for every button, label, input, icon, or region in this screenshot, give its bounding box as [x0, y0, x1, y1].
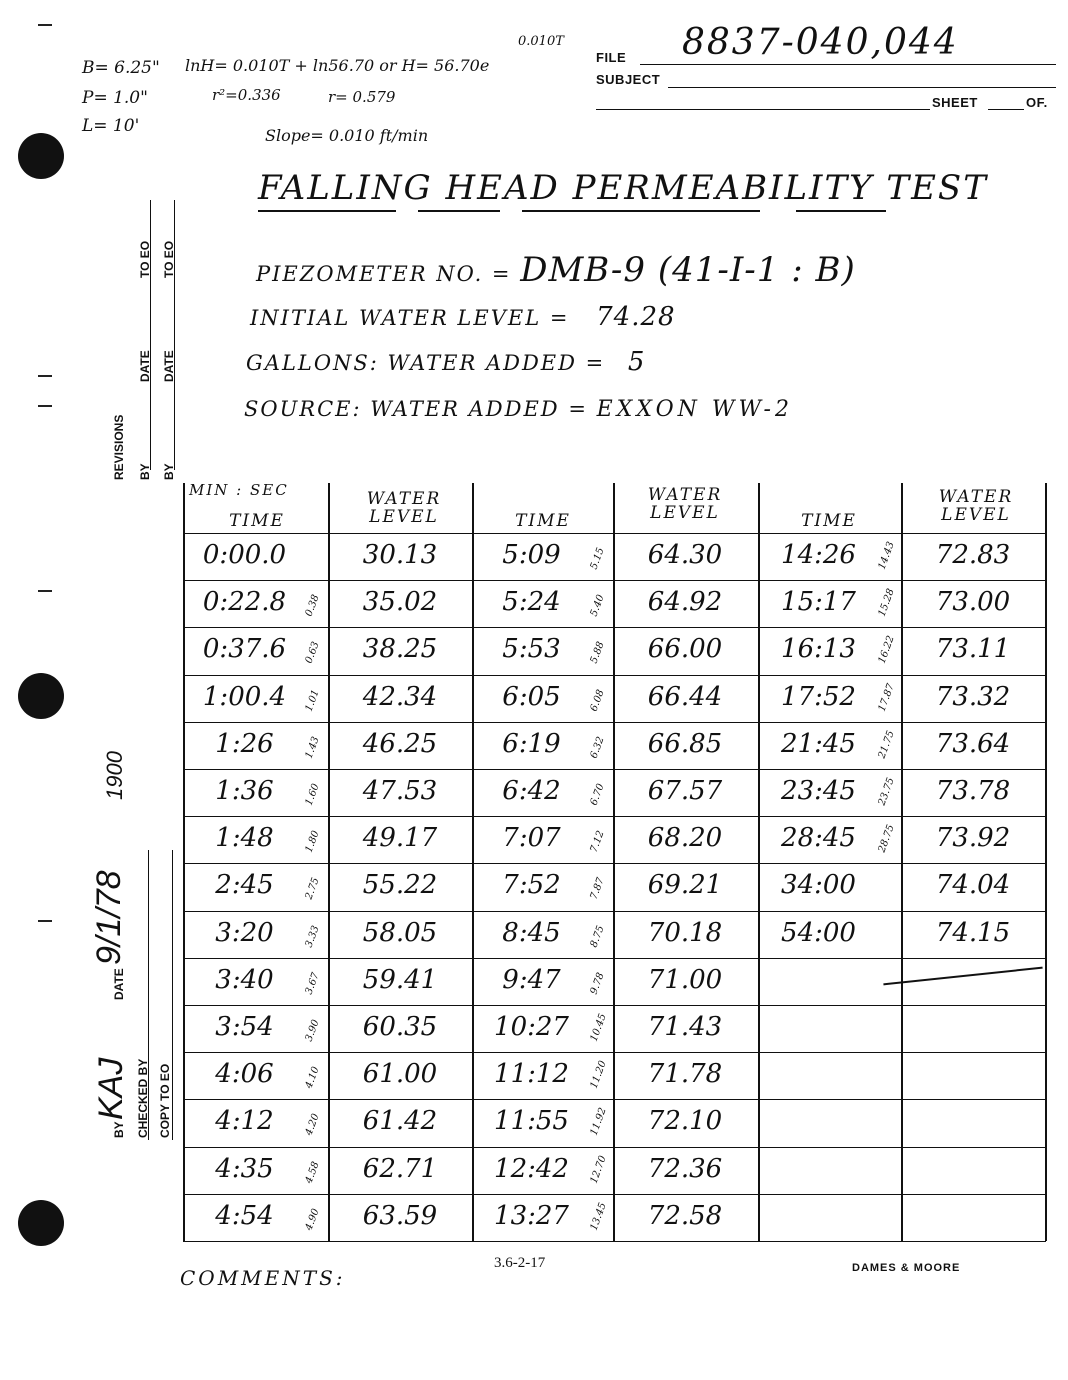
time-cell: 3:20 [215, 917, 274, 948]
title-underline [522, 210, 760, 212]
decimal-minutes-note: 5.15 [588, 546, 607, 571]
time-cell: 0:37.6 [202, 634, 287, 665]
water-level-cell: 71.00 [647, 964, 723, 995]
water-level-cell: 62.71 [362, 1153, 438, 1184]
signed-time: 1900 [102, 751, 127, 800]
of-label: OF. [1026, 95, 1048, 110]
decimal-minutes-note: 7.87 [588, 876, 607, 902]
by-label: BY [112, 1121, 126, 1138]
time-cell: 13:27 [494, 1200, 569, 1231]
decimal-minutes-note: 3.90 [303, 1018, 322, 1043]
b-value: B= 6.25" [82, 58, 160, 78]
decimal-minutes-note: 6.32 [588, 735, 607, 760]
source-line [244, 397, 793, 422]
piezometer-line [256, 250, 856, 290]
decimal-minutes-note: 15.28 [876, 587, 897, 619]
revisions-label: REVISIONS [112, 414, 126, 480]
decimal-minutes-note: 5.40 [588, 593, 607, 619]
water-level-cell: 59.41 [362, 964, 438, 995]
decimal-minutes-note: 1.43 [303, 735, 322, 760]
time-cell: 5:09 [502, 540, 561, 570]
decimal-minutes-note: 4.10 [303, 1065, 322, 1091]
checked-by-label: CHECKED BY [136, 1058, 150, 1138]
page-number: 3.6-2-17 [494, 1255, 546, 1271]
water-level-cell: 42.34 [362, 681, 438, 712]
table-row-line [183, 1147, 1046, 1148]
decimal-minutes-note: 17.87 [876, 681, 897, 713]
table-divider [613, 483, 615, 1241]
table-row-line [183, 911, 1046, 912]
decimal-minutes-note: 21.75 [876, 729, 897, 760]
time-cell: 21:45 [781, 728, 856, 759]
title-underline [418, 210, 500, 212]
revisions-line [150, 200, 151, 470]
time-cell: 54:00 [781, 917, 856, 948]
water-level-cell: 73.00 [935, 587, 1011, 618]
table-divider [901, 483, 903, 1241]
source-value: EXXON WW-2 [596, 397, 793, 422]
water-level-cell: 73.92 [935, 823, 1011, 854]
decimal-minutes-note: 1.80 [303, 829, 322, 855]
table-row-line [183, 533, 1046, 534]
p-value: P= 1.0" [82, 88, 148, 108]
water-level-cell: 72.10 [647, 1106, 723, 1137]
time-cell: 6:05 [502, 681, 561, 712]
time-cell: 9:47 [502, 964, 561, 995]
header-water-level-1: WATER LEVEL [366, 489, 442, 527]
table-row-line [183, 1194, 1046, 1195]
water-level-cell: 69.21 [647, 870, 723, 901]
water-level-cell: 47.53 [362, 776, 438, 806]
header-water-level-2: WATER LEVEL [647, 485, 723, 523]
time-cell: 8:45 [502, 917, 561, 948]
time-cell: 5:53 [502, 634, 561, 665]
time-cell: 15:17 [781, 587, 856, 618]
source-label: SOURCE: WATER ADDED = [244, 397, 588, 421]
subject-line-2 [596, 109, 930, 110]
margin-tick [38, 920, 52, 922]
water-level-cell: 58.05 [362, 917, 438, 948]
l-value: L= 10' [82, 116, 140, 136]
decimal-minutes-note: 12.70 [588, 1153, 609, 1185]
table-row-line [183, 722, 1046, 723]
time-cell: 0:22.8 [202, 587, 287, 618]
title-underline [258, 210, 396, 212]
table-row-line [183, 816, 1046, 817]
water-level-cell: 66.44 [647, 681, 723, 712]
water-level-cell: 67.57 [647, 776, 723, 806]
water-level-cell: 74.15 [935, 917, 1011, 948]
binder-hole-middle [18, 673, 64, 719]
water-level-cell: 73.32 [935, 681, 1011, 712]
time-cell: 4:35 [215, 1153, 274, 1184]
r-value: r= 0.579 [328, 88, 396, 106]
table-divider [472, 483, 474, 1241]
water-level-cell: 38.25 [362, 634, 438, 665]
table-row-line [183, 769, 1046, 770]
time-cell: 5:24 [502, 587, 561, 618]
water-level-cell: 68.20 [647, 823, 723, 854]
water-level-cell: 64.30 [647, 540, 723, 570]
piezometer-value: DMB-9 (41-I-1 : B) [520, 250, 856, 290]
water-level-cell: 49.17 [362, 823, 438, 854]
slope-value: Slope= 0.010 ft/min [265, 126, 429, 145]
table-row-line [183, 958, 1046, 959]
time-cell: 23:45 [781, 776, 856, 806]
initial-water-level-value: 74.28 [596, 302, 676, 332]
page-title: FALLING HEAD PERMEABILITY TEST [258, 168, 988, 208]
decimal-minutes-note: 1.01 [303, 687, 322, 713]
table-row-line [183, 675, 1046, 676]
time-cell: 4:54 [215, 1200, 274, 1231]
file-label: FILE [596, 50, 627, 65]
water-level-cell: 71.78 [647, 1059, 723, 1090]
table-row-line [183, 1099, 1046, 1100]
time-cell: 1:00.4 [202, 681, 287, 712]
decimal-minutes-note: 8.75 [588, 923, 607, 949]
decimal-minutes-note: 28.75 [876, 823, 897, 855]
margin-tick [38, 375, 52, 377]
margin-tick [38, 24, 52, 26]
sheet-label: SHEET [932, 95, 978, 110]
copy-to-eo-label: COPY TO EO [158, 1063, 172, 1138]
decimal-minutes-note: 1.60 [303, 782, 322, 807]
margin-tick [38, 405, 52, 407]
time-cell: 12:42 [494, 1153, 569, 1184]
water-level-cell: 61.00 [362, 1059, 438, 1090]
decimal-minutes-note: 14.43 [876, 540, 897, 571]
regression-equation: lnH= 0.010T + ln56.70 or H= 56.70e [185, 56, 490, 75]
water-level-cell: 71.43 [647, 1012, 723, 1042]
decimal-minutes-note: 9.78 [588, 971, 607, 996]
time-cell: 16:13 [781, 634, 856, 665]
water-level-cell: 46.25 [362, 728, 438, 759]
date-label: DATE [112, 968, 126, 1000]
binder-hole-bottom [18, 1200, 64, 1246]
equation-exponent: 0.010T [518, 34, 564, 49]
time-cell: 6:42 [502, 776, 561, 806]
time-cell: 1:26 [215, 728, 274, 759]
file-line [640, 64, 1056, 65]
company-name: DAMES & MOORE [852, 1262, 961, 1274]
decimal-minutes-note: 0.38 [303, 593, 322, 619]
gallons-value: 5 [627, 347, 646, 377]
r-squared: r²=0.336 [212, 86, 281, 104]
gallons-line [246, 347, 645, 377]
margin-tick [38, 590, 52, 592]
table-row-line [183, 1052, 1046, 1053]
table-row-line [183, 1005, 1046, 1006]
water-level-cell: 66.00 [647, 634, 723, 665]
decimal-minutes-note: 16.22 [876, 634, 897, 666]
decimal-minutes-note: 13.45 [588, 1201, 609, 1232]
comments-label: COMMENTS: [180, 1266, 346, 1290]
time-cell: 1:48 [215, 823, 274, 854]
time-cell: 2:45 [215, 870, 274, 901]
decimal-minutes-note: 11.92 [588, 1106, 609, 1138]
header-water-level-3: WATER LEVEL [938, 487, 1014, 525]
decimal-minutes-note: 5.88 [588, 640, 607, 666]
water-level-cell: 35.02 [362, 587, 438, 618]
water-level-cell: 72.58 [647, 1200, 723, 1231]
checked-line [148, 850, 149, 1140]
time-cell: 17:52 [781, 681, 856, 712]
time-cell: 11:55 [494, 1106, 569, 1137]
time-cell: 14:26 [781, 540, 856, 570]
revisions-date-label-2: DATE [162, 350, 176, 382]
time-cell: 28:45 [781, 823, 856, 854]
signed-date: 9/1/78 [90, 870, 128, 965]
water-level-cell: 73.78 [935, 776, 1011, 806]
copy-line [172, 850, 173, 1140]
revisions-by-label-2: BY [162, 463, 176, 480]
revisions-to-eo-label: TO EO [138, 240, 152, 278]
subject-line [668, 87, 1056, 88]
revisions-line-2 [174, 200, 175, 470]
revisions-by-label: BY [138, 463, 152, 480]
sheet-line [988, 109, 1024, 110]
decimal-minutes-note: 4.90 [303, 1207, 322, 1232]
time-cell: 7:52 [502, 870, 561, 901]
header-time-2: TIME [515, 511, 571, 531]
time-cell: 4:12 [215, 1106, 274, 1137]
table-row-line [183, 580, 1046, 581]
decimal-minutes-note: 10.45 [588, 1012, 609, 1043]
decimal-minutes-note: 4.58 [303, 1159, 322, 1185]
header-min-sec: MIN : SEC [189, 481, 289, 499]
title-underline [796, 210, 886, 212]
decimal-minutes-note: 23.75 [876, 776, 897, 807]
file-number: 8837-040,044 [682, 22, 959, 63]
time-cell: 3:54 [215, 1012, 274, 1042]
water-level-cell: 63.59 [362, 1200, 438, 1231]
revisions-to-eo-label-2: TO EO [162, 240, 176, 278]
by-initials: KAJ [92, 1057, 130, 1120]
decimal-minutes-note: 11.20 [588, 1059, 609, 1091]
water-level-cell: 64.92 [647, 587, 723, 618]
water-level-cell: 55.22 [362, 870, 438, 901]
table-border-right [1045, 483, 1047, 1241]
time-cell: 3:40 [215, 964, 274, 995]
time-cell: 4:06 [215, 1059, 274, 1090]
water-level-cell: 61.42 [362, 1106, 438, 1137]
decimal-minutes-note: 4.20 [303, 1112, 322, 1138]
gallons-label: GALLONS: WATER ADDED = [246, 351, 606, 375]
decimal-minutes-note: 7.12 [588, 829, 607, 855]
table-row-line [183, 627, 1046, 628]
table-divider [328, 483, 330, 1241]
decimal-minutes-note: 3.33 [303, 923, 322, 949]
decimal-minutes-note: 0.63 [303, 640, 322, 666]
water-level-cell: 72.83 [935, 540, 1011, 570]
decimal-minutes-note: 3.67 [303, 971, 322, 996]
revisions-date-label: DATE [138, 350, 152, 382]
time-cell: 7:07 [502, 823, 561, 854]
initial-water-level-label: INITIAL WATER LEVEL = [250, 306, 570, 330]
decimal-minutes-note: 6.08 [588, 687, 607, 713]
time-cell: 1:36 [215, 776, 274, 806]
decimal-minutes-note: 6.70 [588, 782, 607, 807]
piezometer-label: PIEZOMETER NO. = [256, 262, 512, 286]
time-cell: 11:12 [494, 1059, 569, 1090]
closing-stroke [883, 967, 1042, 986]
water-level-cell: 30.13 [362, 540, 438, 570]
time-cell: 0:00.0 [202, 540, 287, 570]
water-level-cell: 73.64 [935, 728, 1011, 759]
water-level-cell: 72.36 [647, 1153, 723, 1184]
table-border-left [183, 483, 185, 1241]
time-cell: 10:27 [494, 1012, 569, 1042]
water-level-cell: 73.11 [935, 634, 1011, 665]
binder-hole-top [18, 133, 64, 179]
subject-label: SUBJECT [596, 72, 661, 87]
header-time-1: TIME [229, 511, 285, 531]
time-cell: 34:00 [781, 870, 856, 901]
header-time-3: TIME [801, 511, 857, 531]
decimal-minutes-note: 2.75 [303, 876, 322, 902]
initial-water-level-line [250, 302, 676, 332]
permeability-data-table [183, 483, 1046, 1241]
water-level-cell: 74.04 [935, 870, 1011, 901]
table-divider [758, 483, 760, 1241]
water-level-cell: 70.18 [647, 917, 723, 948]
water-level-cell: 60.35 [362, 1012, 438, 1042]
table-row-line [183, 863, 1046, 864]
time-cell: 6:19 [502, 728, 561, 759]
table-row-line [183, 1241, 1046, 1242]
water-level-cell: 66.85 [647, 728, 723, 759]
